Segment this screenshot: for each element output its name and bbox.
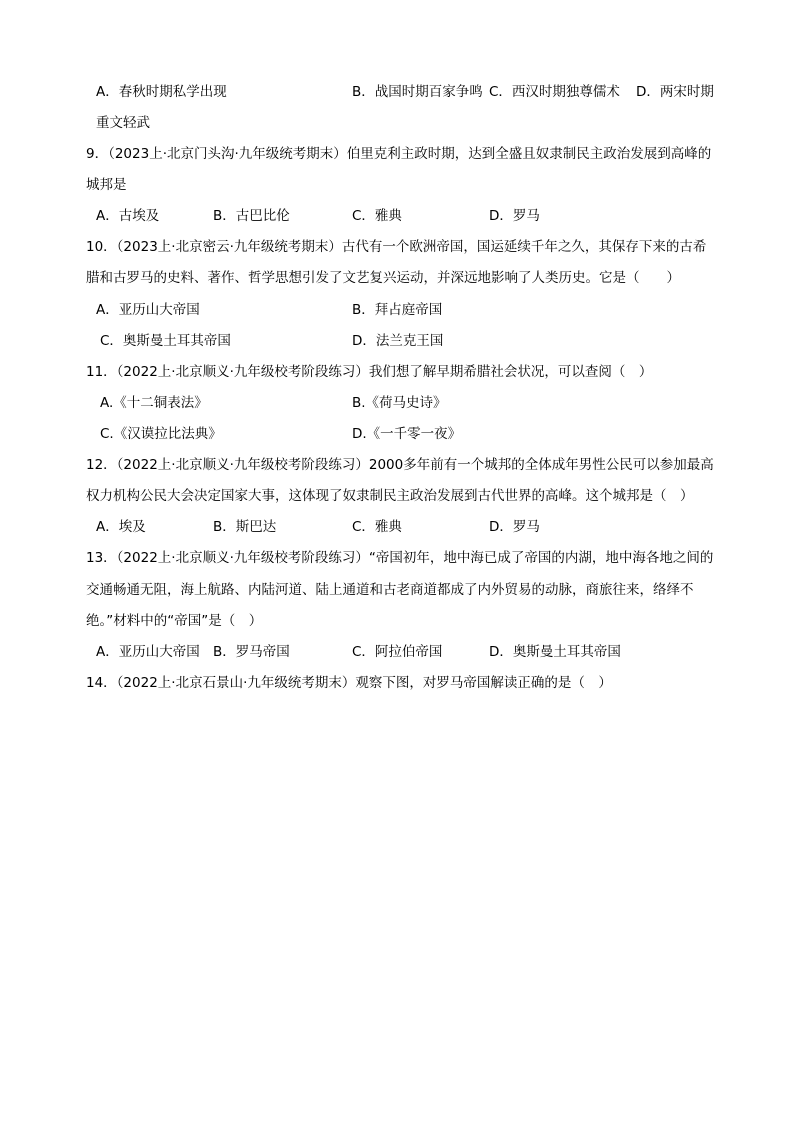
q13-option-c[interactable]: C．阿拉伯帝国 [352,644,443,660]
q12-option-c[interactable]: C．雅典 [352,519,402,535]
q9-option-d[interactable]: D．罗马 [489,208,540,224]
q11-option-c[interactable]: C.《汉谟拉比法典》 [100,426,222,442]
q13-option-b[interactable]: B．罗马帝国 [213,644,290,660]
q13-stem-line1: 13．（2022上·北京顺义·九年级校考阶段练习）“帝国初年，地中海已成了帝国的内湖，地中海各地之间的 [86,550,714,566]
q13-option-d[interactable]: D．奥斯曼土耳其帝国 [489,644,621,660]
q13-stem-line2: 交通畅通无阻，海上航路、内陆河道、陆上通道和古老商道都成了内外贸易的动脉，商旅往来，络绎不 [86,582,694,598]
q9-stem-line1: 9．（2023上·北京门头沟·九年级统考期末）伯里克利主政时期，达到全盛且奴隶制民主政治发展到高峰的 [86,146,712,162]
q8-option-b[interactable]: B．战国时期百家争鸣 [352,84,483,100]
q12-stem-line1: 12．（2022上·北京顺义·九年级校考阶段练习）2000多年前有一个城邦的全体成年男性公民可以参加最高 [86,457,714,473]
q10-stem-line2: 腊和古罗马的史料、著作、哲学思想引发了文艺复兴运动，并深远地影响了人类历史。它是（ ） [86,270,680,286]
q9-option-a[interactable]: A．古埃及 [96,208,160,224]
q10-stem-line1: 10．（2023上·北京密云·九年级统考期末）古代有一个欧洲帝国，国运延续千年之久，其保存下来的古希 [86,239,707,255]
q10-option-a[interactable]: A．亚历山大帝国 [96,302,200,318]
q9-option-c[interactable]: C．雅典 [352,208,402,224]
q8-option-d[interactable]: D．两宋时期 [636,84,714,100]
q11-option-d[interactable]: D.《一千零一夜》 [352,426,462,442]
q9-option-b[interactable]: B．古巴比伦 [213,208,290,224]
q12-stem-line2: 权力机构公民大会决定国家大事，这体现了奴隶制民主政治发展到古代世界的高峰。这个城邦是（ ） [86,488,694,504]
q12-option-d[interactable]: D．罗马 [489,519,540,535]
q11-option-a[interactable]: A.《十二铜表法》 [100,395,208,411]
q10-option-c[interactable]: C．奥斯曼土耳其帝国 [100,333,231,349]
q8-option-c[interactable]: C．西汉时期独尊儒术 [489,84,620,100]
q13-option-a[interactable]: A．亚历山大帝国 [96,644,200,660]
q10-option-d[interactable]: D．法兰克王国 [352,333,444,349]
q11-option-b[interactable]: B.《荷马史诗》 [352,395,447,411]
q12-option-a[interactable]: A．埃及 [96,519,146,535]
q13-stem-line3: 绝。”材料中的“帝国”是（ ） [86,613,263,629]
q11-stem-line1: 11．（2022上·北京顺义·九年级校考阶段练习）我们想了解早期希腊社会状况，可以查阅（ ） [86,364,653,380]
q14-stem-line1: 14．（2022上·北京石景山·九年级统考期末）观察下图，对罗马帝国解读正确的是（ ） [86,675,612,691]
q9-stem-line2: 城邦是 [86,177,127,193]
q8-option-a[interactable]: A．春秋时期私学出现 [96,84,227,100]
q12-option-b[interactable]: B．斯巴达 [213,519,277,535]
q8-option-d-continuation: 重文轻武 [96,115,150,131]
q10-option-b[interactable]: B．拜占庭帝国 [352,302,443,318]
